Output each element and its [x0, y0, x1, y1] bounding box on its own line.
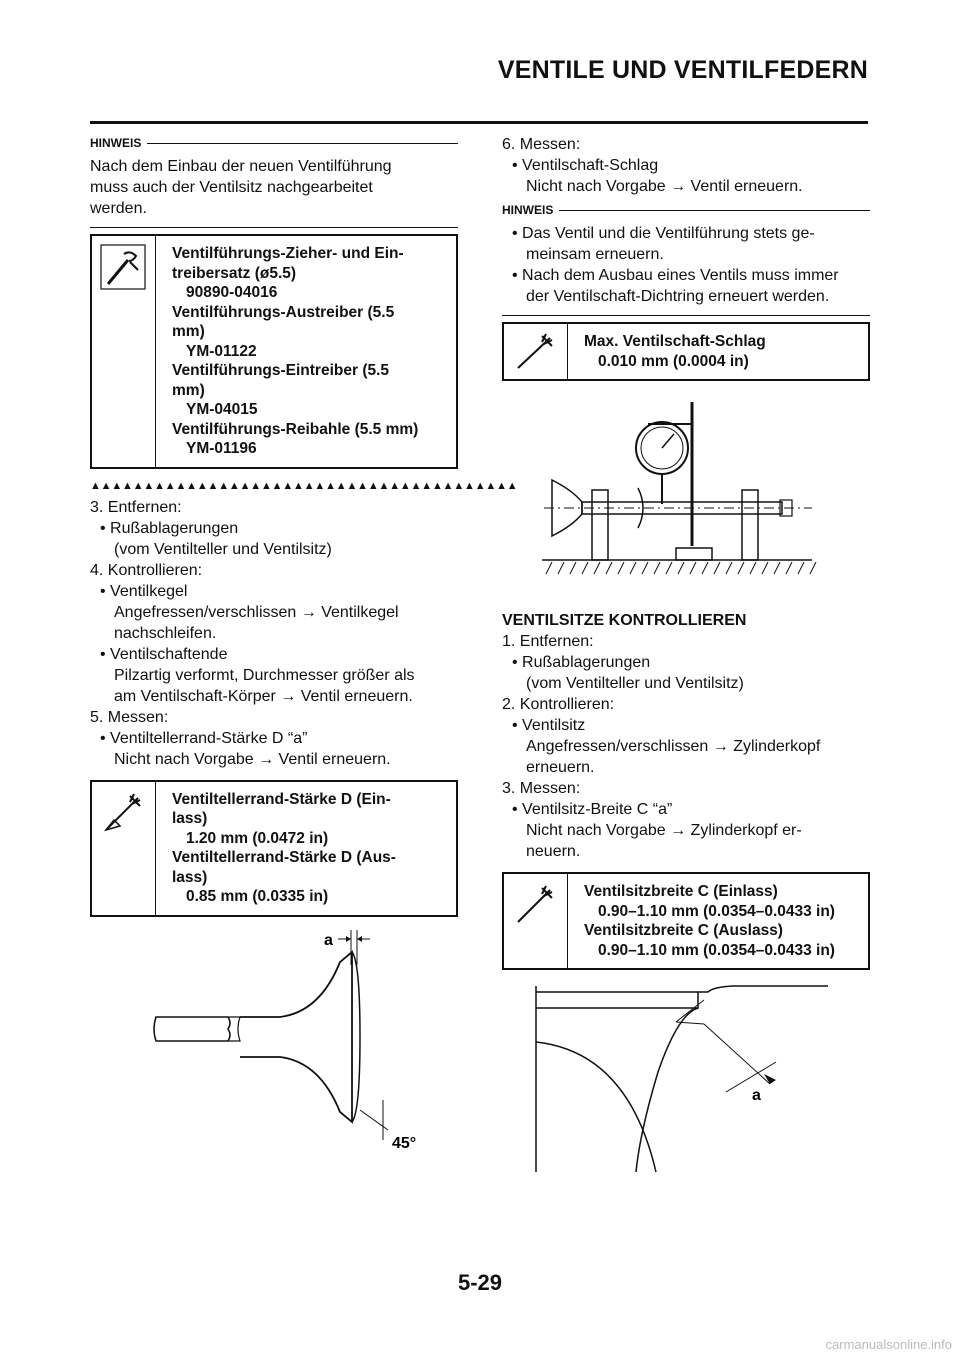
spec-line: 0.010 mm (0.0004 in): [598, 352, 749, 370]
note-body-right: [502, 223, 870, 307]
text-line: 1. Entfernen:: [502, 633, 594, 650]
note-line: werden.: [90, 200, 147, 217]
caliper-icon: [504, 874, 568, 968]
text-line: Nicht nach Vorgabe → Ventil erneuern.: [114, 750, 391, 768]
text-line: Angefressen/verschlissen → Ventilkegel: [114, 603, 399, 621]
left-column: [90, 134, 518, 925]
spec-line: treibersatz (ø5.5): [172, 264, 297, 282]
spec-line: 90890-04016: [186, 284, 278, 301]
spec-line: Ventilführungs-Reibahle (5.5 mm): [172, 420, 419, 438]
caliper-icon: [92, 782, 156, 915]
text-line: • Ventilkegel: [100, 582, 188, 600]
spec-line: 0.90–1.10 mm (0.0354–0.0433 in): [598, 902, 835, 920]
spec-line: Ventiltellerrand-Stärke D (Ein-: [172, 790, 391, 808]
text-line: nachschleifen.: [114, 624, 217, 642]
spec-list-right: [568, 324, 868, 379]
label-a-seat: a: [752, 1087, 761, 1104]
label-a: a: [324, 932, 333, 949]
spec-line: 0.90–1.10 mm (0.0354–0.0433 in): [598, 941, 835, 959]
text-line: 3. Messen:: [502, 780, 581, 797]
page-number: 5-29: [457, 1270, 503, 1295]
spec-line: Ventilführungs-Eintreiber (5.5: [172, 362, 390, 379]
note-line: Nach dem Einbau der neuen Ventilführung: [90, 158, 392, 175]
seat-figure: [508, 982, 838, 1178]
text-line: 3. Entfernen:: [90, 498, 182, 516]
tool-list: [156, 236, 456, 467]
wrench-tool-icon: [92, 236, 156, 467]
spec-line: Ventilführungs-Zieher- und Ein-: [172, 245, 404, 262]
text-line: 5. Messen:: [90, 708, 169, 726]
page-title: VENTILE UND VENTILFEDERN: [497, 56, 868, 84]
note-divider-right: [502, 315, 870, 316]
note-divider: [90, 227, 458, 228]
text-line: Pilzartig verformt, Durchmesser größer als: [114, 666, 415, 684]
spec-line: lass): [172, 810, 208, 827]
valve-margin-figure: [148, 925, 438, 1155]
text-line: erneuern.: [526, 759, 595, 776]
note-heading-right: [502, 201, 870, 219]
text-line: • Ventilsitz-Breite C “a”: [512, 801, 673, 818]
note-label-right: HINWEIS: [502, 202, 554, 217]
spec-line: Max. Ventilschaft-Schlag: [584, 333, 766, 350]
runout-figure: [522, 396, 822, 580]
spec-line: Ventilsitzbreite C (Auslass): [584, 922, 783, 939]
spec-line: mm): [172, 323, 205, 340]
end-marker: ▲▲▲▲▲▲▲▲▲▲▲▲▲▲▲▲▲▲▲▲▲▲▲▲▲▲▲▲▲▲▲▲▲▲▲▲▲▲▲▲: [90, 479, 518, 492]
tool-box: [90, 234, 458, 469]
spec-list-seat: [568, 874, 868, 968]
right-column-lower: [502, 610, 870, 978]
spec-line: 0.85 mm (0.0335 in): [186, 888, 329, 905]
text-line: • Ventiltellerrand-Stärke D “a”: [100, 729, 308, 747]
spec-box-seat-width: [502, 872, 870, 970]
spec-line: mm): [172, 381, 205, 399]
right-column: [502, 134, 870, 389]
text-line: der Ventilschaft-Dichtring erneuert werden.: [526, 288, 830, 305]
spec-line: Ventiltellerrand-Stärke D (Aus-: [172, 849, 396, 866]
spec-line: YM-04015: [186, 401, 258, 418]
label-angle: 45°: [392, 1135, 417, 1152]
text-line: (vom Ventilteller und Ventilsitz): [526, 675, 744, 692]
text-line: • Ventilschaftende: [100, 645, 228, 663]
caliper-icon: [504, 324, 568, 379]
text-line: (vom Ventilteller und Ventilsitz): [114, 540, 332, 558]
steps-list-top: [502, 134, 870, 197]
text-line: neuern.: [526, 843, 581, 860]
spec-line: Ventilsitzbreite C (Einlass): [584, 883, 778, 900]
spec-line: 1.20 mm (0.0472 in): [186, 829, 329, 847]
note-heading: [90, 134, 458, 152]
text-line: • Nach dem Ausbau eines Ventils muss immer: [512, 267, 839, 284]
watermark: carmanualsonline.info: [825, 1337, 952, 1352]
text-line: meinsam erneuern.: [526, 246, 664, 263]
text-line: • Ventilschaft-Schlag: [512, 157, 659, 174]
section-title: VENTILSITZE KONTROLLIEREN: [502, 612, 747, 629]
note-body: [90, 156, 458, 219]
text-line: am Ventilschaft-Körper → Ventil erneuern.: [114, 687, 413, 705]
note-line: muss auch der Ventilsitz nachgearbeitet: [90, 179, 373, 196]
steps-list: [90, 497, 458, 770]
text-line: 4. Kontrollieren:: [90, 561, 203, 579]
title-rule: [90, 121, 868, 124]
text-line: Nicht nach Vorgabe → Zylinderkopf er-: [526, 822, 802, 839]
spec-box-valve-margin: [90, 780, 458, 917]
steps-list-right: [502, 631, 870, 862]
text-line: • Rußablagerungen: [512, 654, 651, 671]
spec-line: Ventilführungs-Austreiber (5.5: [172, 303, 395, 321]
text-line: 6. Messen:: [502, 136, 581, 153]
spec-line: YM-01122: [186, 342, 257, 360]
text-line: • Ventilsitz: [512, 717, 586, 734]
text-line: 2. Kontrollieren:: [502, 696, 615, 713]
spec-line: lass): [172, 868, 208, 886]
spec-box-stem-runout: [502, 322, 870, 381]
text-line: Angefressen/verschlissen → Zylinderkopf: [526, 738, 821, 755]
spec-line: YM-01196: [186, 440, 257, 457]
text-line: Nicht nach Vorgabe → Ventil erneuern.: [526, 178, 803, 195]
spec-list: [156, 782, 456, 915]
text-line: • Das Ventil und die Ventilführung stets ge-: [512, 225, 815, 242]
text-line: • Rußablagerungen: [100, 519, 239, 537]
note-label: HINWEIS: [90, 135, 142, 150]
